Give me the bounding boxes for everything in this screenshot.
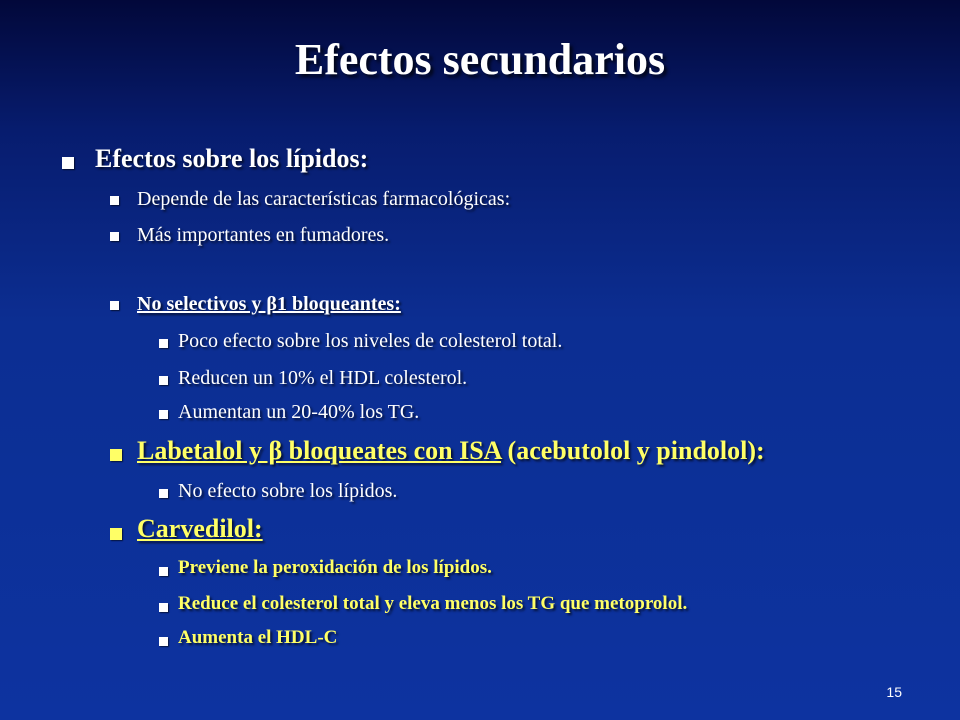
- bullet-icon: [110, 232, 119, 241]
- subitem-tg: Aumentan un 20-40% los TG.: [178, 401, 420, 423]
- bullet-icon: [159, 637, 168, 646]
- labetalol-examples: (acebutolol y pindolol):: [501, 436, 765, 465]
- bullet-icon: [159, 376, 168, 385]
- bullet-icon: [110, 449, 122, 461]
- bullet-icon: [159, 567, 168, 576]
- bullet-icon: [110, 196, 119, 205]
- item-labetalol: [137, 436, 765, 466]
- subitem-total-cholesterol: Poco efecto sobre los niveles de colesterol total.: [178, 330, 563, 352]
- subitem-peroxidation: Previene la peroxidación de los lípidos.: [178, 557, 492, 578]
- item-pharmacological: Depende de las características farmacológicas:: [137, 188, 511, 210]
- labetalol-label: Labetalol y β bloqueates con ISA: [137, 436, 502, 465]
- bullet-icon: [110, 301, 119, 310]
- bullet-icon: [159, 410, 168, 419]
- heading-lipids: Efectos sobre los lípidos:: [95, 144, 369, 173]
- item-smokers: Más importantes en fumadores.: [137, 224, 390, 246]
- subitem-hdl: Reducen un 10% el HDL colesterol.: [178, 367, 468, 389]
- subitem-hdl-c: Aumenta el HDL-C: [178, 627, 338, 648]
- bullet-icon: [159, 489, 168, 498]
- subitem-no-effect: No efecto sobre los lípidos.: [178, 480, 398, 502]
- bullet-icon: [62, 157, 74, 169]
- bullet-icon: [159, 603, 168, 612]
- bullet-icon: [110, 528, 122, 540]
- item-non-selective: No selectivos y β1 bloqueantes:: [137, 293, 401, 315]
- page-number: 15: [886, 684, 902, 700]
- item-carvedilol: Carvedilol:: [137, 514, 263, 543]
- subitem-cholesterol-metoprolol: Reduce el colesterol total y eleva menos los TG que metoprolol.: [178, 593, 688, 614]
- bullet-icon: [159, 339, 168, 348]
- slide-title: Efectos secundarios: [294, 35, 666, 84]
